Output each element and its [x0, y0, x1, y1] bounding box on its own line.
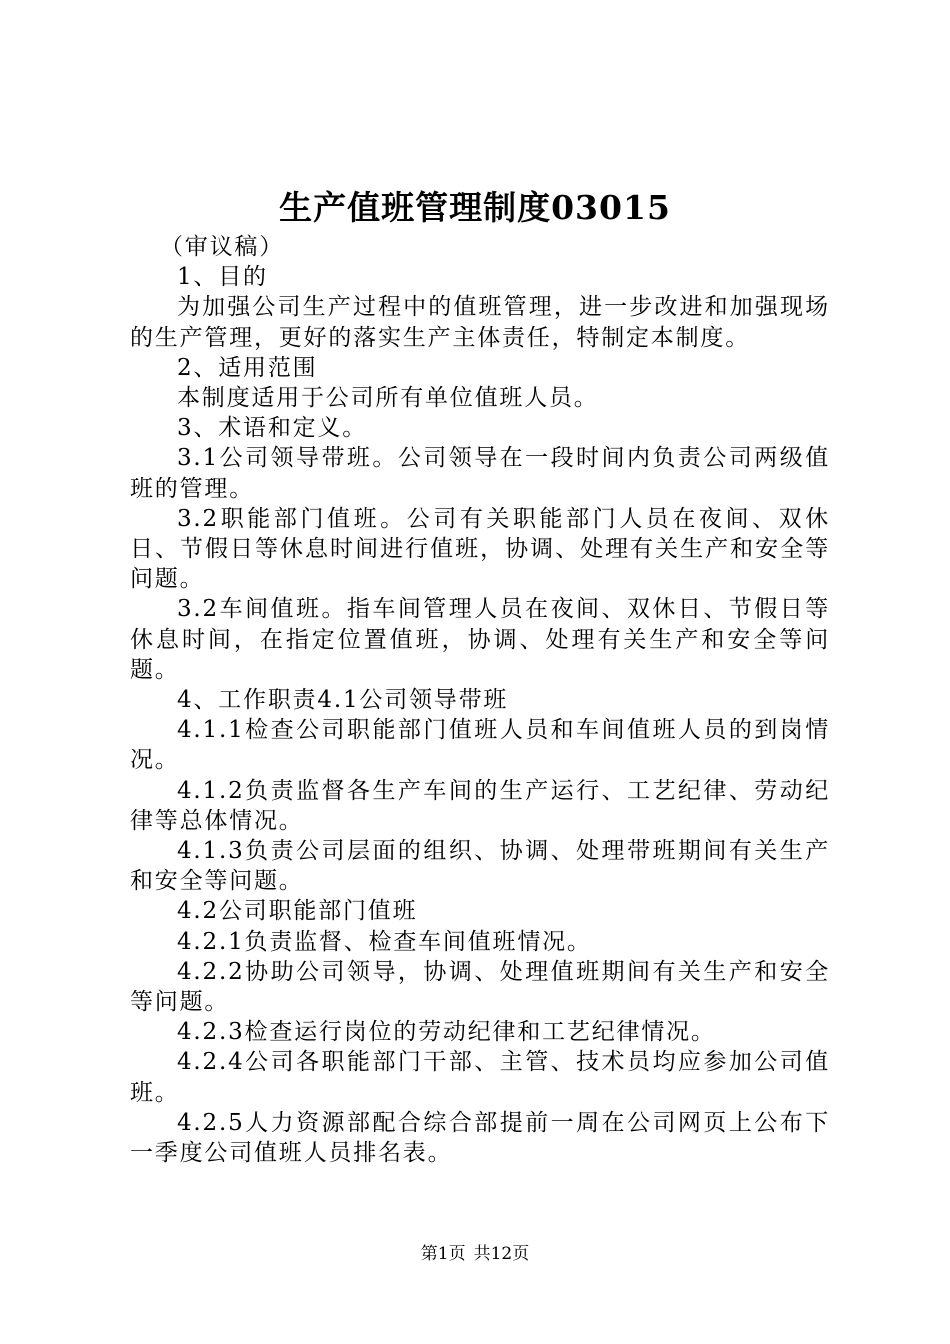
- paragraph-duty-4-2-2: 4.2.2协助公司领导，协调、处理值班期间有关生产和安全等问题。: [130, 958, 830, 1016]
- paragraph-definition-3-2a: 3.2职能部门值班。公司有关职能部门人员在夜间、双休日、节假日等休息时间进行值班，协调、处理有关生产和安全等问题。: [130, 505, 830, 593]
- section-heading-purpose: 1、目的: [177, 264, 268, 291]
- paragraph-scope: 本制度适用于公司所有单位值班人员。: [177, 385, 599, 412]
- paragraph-duty-4-2-4: 4.2.4公司各职能部门干部、主管、技术员均应参加公司值班。: [130, 1049, 830, 1106]
- page-footer: [0, 1242, 950, 1266]
- subsection-heading-4-2: 4.2公司职能部门值班: [177, 898, 418, 925]
- paragraph-duty-4-1-1: 4.1.1检查公司职能部门值班人员和车间值班人员的到岗情况。: [130, 717, 830, 774]
- section-heading-scope: 2、适用范围: [177, 354, 318, 381]
- paragraph-duty-4-2-3: 4.2.3检查运行岗位的劳动纪律和工艺纪律情况。: [177, 1019, 716, 1046]
- page-total: 共12页: [473, 1244, 530, 1264]
- paragraph-duty-4-2-1: 4.2.1负责监督、检查车间值班情况。: [177, 928, 592, 955]
- paragraph-definition-3-2b: 3.2车间值班。指车间管理人员在夜间、双休日、节假日等休息时间，在指定位置值班，协调、处理有关生产和安全等问题。: [130, 596, 830, 683]
- paragraph-purpose: 为加强公司生产过程中的值班管理，进一步改进和加强现场的生产管理，更好的落实生产主体责任，特制定本制度。: [130, 294, 830, 351]
- page-number: 第1页: [420, 1244, 466, 1264]
- paragraph-definition-3-1: 3.1公司领导带班。公司领导在一段时间内负责公司两级值班的管理。: [130, 445, 830, 502]
- paragraph-duty-4-1-2: 4.1.2负责监督各生产车间的生产运行、工艺纪律、劳动纪律等总体情况。: [130, 777, 830, 834]
- section-heading-definitions: 3、术语和定义。: [177, 415, 368, 442]
- document-status: （审议稿）: [160, 234, 284, 260]
- section-heading-duties: 4、工作职责4.1公司领导带班: [177, 687, 509, 714]
- paragraph-duty-4-2-5: 4.2.5人力资源部配合综合部提前一周在公司网页上公布下一季度公司值班人员排名表。: [130, 1109, 830, 1167]
- document-title: 生产值班管理制度03015: [279, 188, 671, 227]
- paragraph-duty-4-1-3: 4.1.3负责公司层面的组织、协调、处理带班期间有关生产和安全等问题。: [130, 838, 830, 895]
- document-body: [130, 232, 830, 1168]
